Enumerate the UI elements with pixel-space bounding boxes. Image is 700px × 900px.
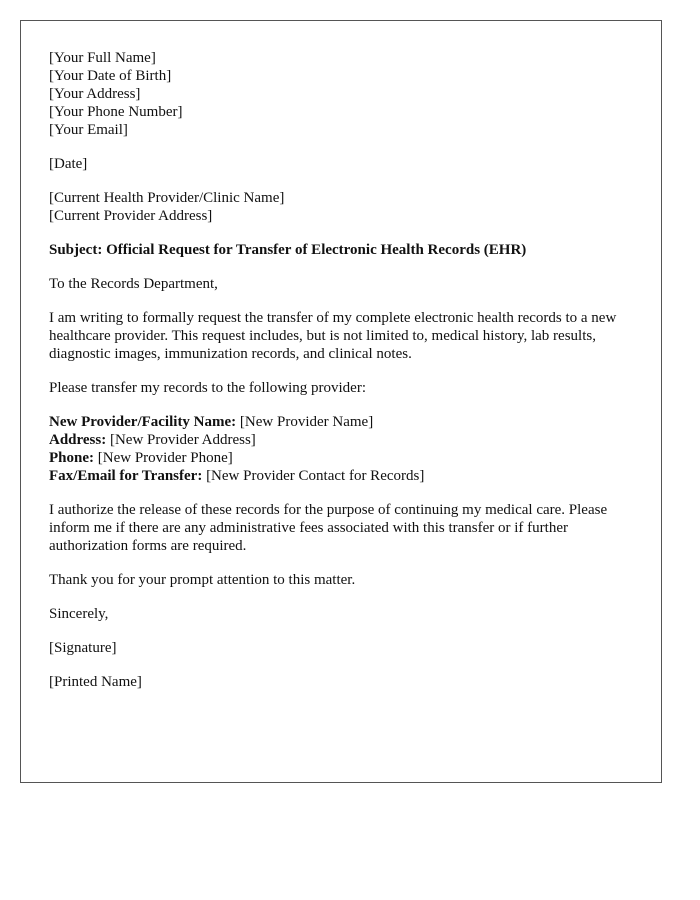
sender-dob: [Your Date of Birth] xyxy=(49,68,172,84)
provider-address-label: Address: xyxy=(49,432,107,448)
sender-name: [Your Full Name] xyxy=(49,50,156,66)
recipient-name: [Current Health Provider/Clinic Name] xyxy=(49,190,285,206)
body-paragraph-3: I authorize the release of these records for the purpose of continuing my medical care. Please inform me if there are any administrative fees associated with this transfer or if further authorization forms are required. xyxy=(49,502,608,554)
recipient-block xyxy=(49,189,633,225)
signature: [Signature] xyxy=(49,640,117,656)
provider-contact-label: Fax/Email for Transfer: xyxy=(49,468,203,484)
sender-email: [Your Email] xyxy=(49,122,128,138)
provider-contact-value: [New Provider Contact for Records] xyxy=(202,468,425,484)
sender-phone: [Your Phone Number] xyxy=(49,104,183,120)
provider-details xyxy=(49,413,633,485)
provider-address-value: [New Provider Address] xyxy=(106,432,256,448)
provider-name-label: New Provider/Facility Name: xyxy=(49,414,237,430)
printed-name: [Printed Name] xyxy=(49,674,142,690)
sender-block xyxy=(49,49,633,139)
closing: Sincerely, xyxy=(49,606,109,622)
body-paragraph-4: Thank you for your prompt attention to this matter. xyxy=(49,572,356,588)
body-paragraph-2: Please transfer my records to the following provider: xyxy=(49,380,366,396)
provider-phone-value: [New Provider Phone] xyxy=(94,450,233,466)
date: [Date] xyxy=(49,156,88,172)
recipient-address: [Current Provider Address] xyxy=(49,208,213,224)
letter-page xyxy=(20,20,662,783)
body-paragraph-1: I am writing to formally request the transfer of my complete electronic health records to a new healthcare provider. This request includes, but is not limited to, medical history, lab results, diagnostic images, immunization records, and clinical notes. xyxy=(49,310,617,362)
provider-phone-label: Phone: xyxy=(49,450,94,466)
subject-line: Subject: Official Request for Transfer of Electronic Health Records (EHR) xyxy=(49,242,527,258)
salutation: To the Records Department, xyxy=(49,276,218,292)
sender-address: [Your Address] xyxy=(49,86,141,102)
provider-name-value: [New Provider Name] xyxy=(236,414,374,430)
